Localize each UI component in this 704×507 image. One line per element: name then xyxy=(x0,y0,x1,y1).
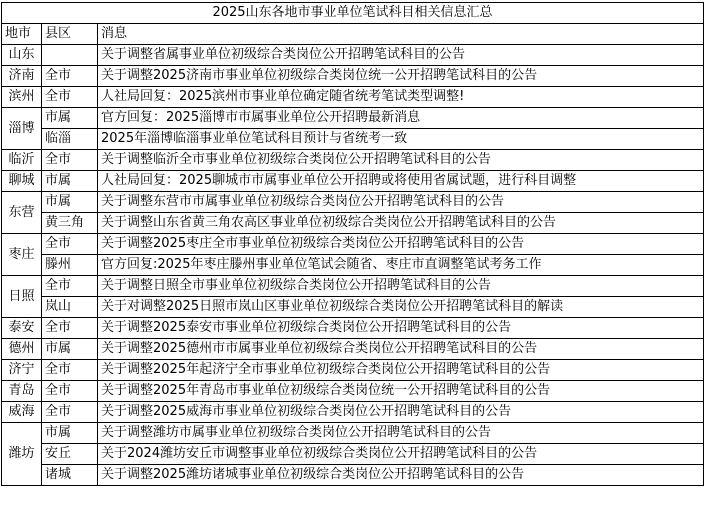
table-row xyxy=(2,297,704,318)
city-cell: 东营 xyxy=(2,192,42,234)
table-row xyxy=(2,66,704,87)
city-cell: 聊城 xyxy=(2,171,42,192)
header-city: 地市 xyxy=(2,24,42,45)
district-cell: 全市 xyxy=(42,150,98,171)
table-row xyxy=(2,402,704,423)
district-cell: 全市 xyxy=(42,276,98,297)
table-row xyxy=(2,45,704,66)
city-cell: 滨州 xyxy=(2,87,42,108)
city-cell: 日照 xyxy=(2,276,42,318)
info-table-body xyxy=(2,3,704,486)
message-cell: 人社局回复：2025滨州市事业单位确定随省统考笔试类型调整! xyxy=(98,87,704,108)
message-cell: 关于调整潍坊市属事业单位初级综合类岗位公开招聘笔试科目的公告 xyxy=(98,423,704,444)
district-cell: 诸城 xyxy=(42,465,98,486)
message-cell: 关于调整2025年起济宁全市事业单位初级综合类岗位公开招聘笔试科目的公告 xyxy=(98,360,704,381)
city-cell: 山东 xyxy=(2,45,42,66)
table-row xyxy=(2,171,704,192)
message-cell: 关于调整临沂全市事业单位初级综合类岗位公开招聘笔试科目的公告 xyxy=(98,150,704,171)
info-table xyxy=(1,2,704,486)
city-cell: 淄博 xyxy=(2,108,42,150)
city-cell: 德州 xyxy=(2,339,42,360)
city-cell: 枣庄 xyxy=(2,234,42,276)
message-cell: 官方回复:2025年枣庄滕州事业单位笔试会随省、枣庄市直调整笔试考务工作 xyxy=(98,255,704,276)
table-row xyxy=(2,276,704,297)
header-district: 县区 xyxy=(42,24,98,45)
district-cell: 全市 xyxy=(42,360,98,381)
city-cell: 威海 xyxy=(2,402,42,423)
city-cell: 青岛 xyxy=(2,381,42,402)
table-row xyxy=(2,108,704,129)
table-title: 2025山东各地市事业单位笔试科目相关信息汇总 xyxy=(2,3,704,24)
message-cell: 关于调整山东省黄三角农高区事业单位初级综合类岗位公开招聘笔试科目的公告 xyxy=(98,213,704,234)
table-row xyxy=(2,339,704,360)
header-message: 消息 xyxy=(98,24,704,45)
message-cell: 关于对调整2025日照市岚山区事业单位初级综合类岗位公开招聘笔试科目的解读 xyxy=(98,297,704,318)
table-row xyxy=(2,192,704,213)
district-cell xyxy=(42,45,98,66)
message-cell: 关于调整省属事业单位初级综合类岗位公开招聘笔试科目的公告 xyxy=(98,45,704,66)
district-cell: 全市 xyxy=(42,381,98,402)
table-row xyxy=(2,213,704,234)
message-cell: 关于2024潍坊安丘市调整事业单位初级综合类岗位公开招聘笔试科目的公告 xyxy=(98,444,704,465)
district-cell: 市属 xyxy=(42,423,98,444)
table-row xyxy=(2,423,704,444)
message-cell: 关于调整2025威海市事业单位初级综合类岗位公开招聘笔试科目的公告 xyxy=(98,402,704,423)
city-cell: 临沂 xyxy=(2,150,42,171)
message-cell: 官方回复：2025淄博市市属事业单位公开招聘最新消息 xyxy=(98,108,704,129)
district-cell: 临淄 xyxy=(42,129,98,150)
message-cell: 2025年淄博临淄事业单位笔试科目预计与省统考一致 xyxy=(98,129,704,150)
table-row xyxy=(2,87,704,108)
district-cell: 滕州 xyxy=(42,255,98,276)
header-row xyxy=(2,24,704,45)
table-row xyxy=(2,381,704,402)
district-cell: 市属 xyxy=(42,192,98,213)
table-row xyxy=(2,234,704,255)
table-row xyxy=(2,255,704,276)
message-cell: 关于调整日照全市事业单位初级综合类岗位公开招聘笔试科目的公告 xyxy=(98,276,704,297)
district-cell: 市属 xyxy=(42,108,98,129)
district-cell: 岚山 xyxy=(42,297,98,318)
message-cell: 人社局回复：2025聊城市市属事业单位公开招聘或将使用省属试题，进行科目调整 xyxy=(98,171,704,192)
message-cell: 关于调整东营市市属事业单位初级综合类岗位公开招聘笔试科目的公告 xyxy=(98,192,704,213)
title-row xyxy=(2,3,704,24)
city-cell: 济宁 xyxy=(2,360,42,381)
table-row xyxy=(2,318,704,339)
message-cell: 关于调整2025泰安市事业单位初级综合类岗位公开招聘笔试科目的公告 xyxy=(98,318,704,339)
district-cell: 市属 xyxy=(42,171,98,192)
message-cell: 关于调整2025潍坊诸城事业单位初级综合类岗位公开招聘笔试科目的公告 xyxy=(98,465,704,486)
message-cell: 关于调整2025济南市事业单位初级综合类岗位统一公开招聘笔试科目的公告 xyxy=(98,66,704,87)
district-cell: 全市 xyxy=(42,234,98,255)
city-cell: 泰安 xyxy=(2,318,42,339)
district-cell: 全市 xyxy=(42,66,98,87)
district-cell: 全市 xyxy=(42,318,98,339)
message-cell: 关于调整2025年青岛市事业单位初级综合类岗位统一公开招聘笔试科目的公告 xyxy=(98,381,704,402)
district-cell: 安丘 xyxy=(42,444,98,465)
district-cell: 全市 xyxy=(42,402,98,423)
message-cell: 关于调整2025德州市市属事业单位初级综合类岗位公开招聘笔试科目的公告 xyxy=(98,339,704,360)
table-row xyxy=(2,360,704,381)
table-row xyxy=(2,150,704,171)
district-cell: 市属 xyxy=(42,339,98,360)
table-row xyxy=(2,129,704,150)
city-cell: 潍坊 xyxy=(2,423,42,486)
city-cell: 济南 xyxy=(2,66,42,87)
table-row xyxy=(2,444,704,465)
district-cell: 全市 xyxy=(42,87,98,108)
message-cell: 关于调整2025枣庄全市事业单位初级综合类岗位公开招聘笔试科目的公告 xyxy=(98,234,704,255)
table-row xyxy=(2,465,704,486)
district-cell: 黄三角 xyxy=(42,213,98,234)
